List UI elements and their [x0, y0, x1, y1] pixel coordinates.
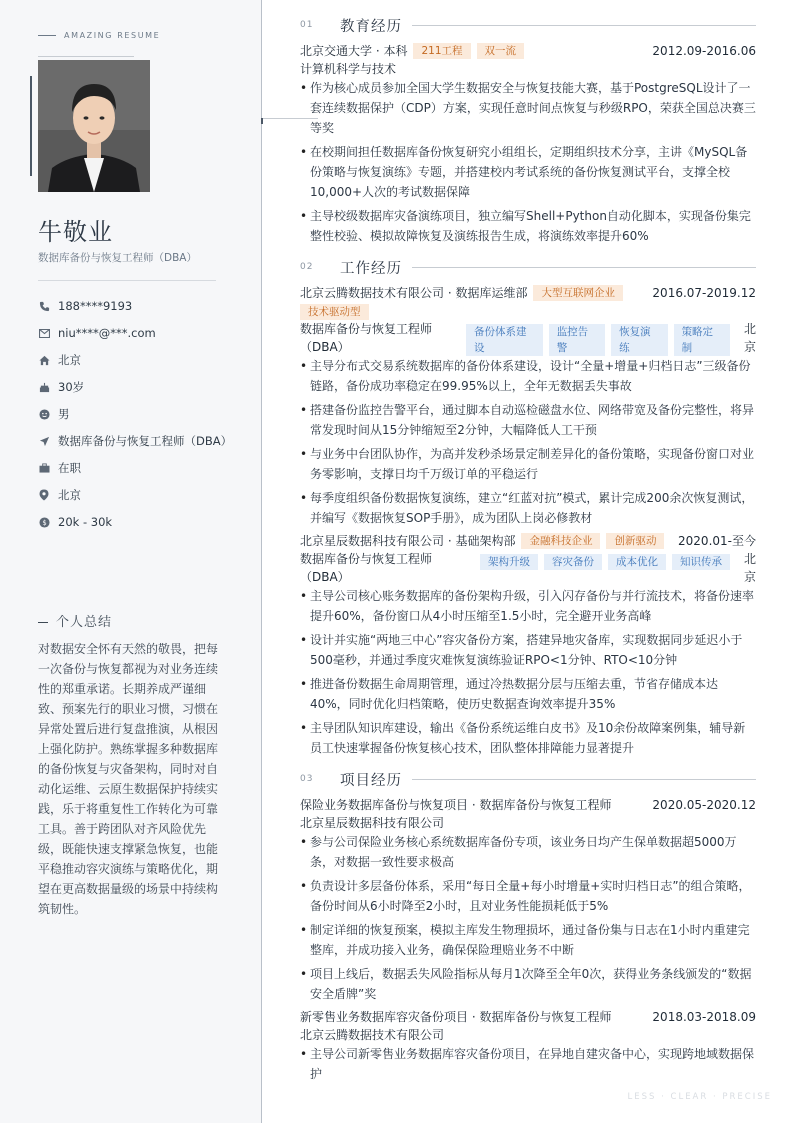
section-title: 项目经历 [340, 772, 402, 789]
info-city [38, 351, 238, 370]
salary-text: 20k - 30k [58, 515, 113, 529]
section-heading-education [300, 12, 756, 38]
work-entry [300, 532, 756, 758]
project-name: 新零售业务数据库容灾备份项目 · 数据库备份与恢复工程师 [300, 1010, 612, 1024]
section-number: 01 [300, 20, 314, 30]
company-tag: 大型互联网企业 [533, 285, 623, 301]
send-icon [38, 435, 50, 447]
bullet-item: • 搭建备份监控告警平台，通过脚本自动巡检磁盘水位、网络带宽及备份完整性，将异常发现时间从15分钟缩短至2分钟，大幅降低人工干预 [300, 400, 756, 440]
target-role-text: 数据库备份与恢复工程师（DBA） [58, 434, 233, 448]
bullet-item: • 主导分布式交易系统数据库的备份体系建设，设计“全量+增量+归档日志”三级备份链路，备份成功率稳定在99.95%以上，全年无数据丢失事故 [300, 356, 756, 396]
phone-icon [38, 300, 50, 312]
company-name: 北京云腾数据技术有限公司 · 数据库运维部 [300, 286, 528, 300]
skill-tag: 知识传承 [672, 554, 730, 570]
city-text: 北京 [58, 353, 81, 367]
skill-tag: 监控告警 [549, 324, 605, 356]
skill-tag: 架构升级 [480, 554, 538, 570]
skill-tag: 策略定制 [674, 324, 730, 356]
photo-accent-bar [30, 76, 32, 176]
project-entry [300, 796, 756, 1004]
project-company: 北京云腾数据技术有限公司 [300, 1028, 445, 1042]
company-tag: 金融科技企业 [521, 533, 600, 549]
work-date: 2020.01-至今 [678, 534, 756, 548]
project-entry [300, 1008, 756, 1084]
section-title: 工作经历 [340, 260, 402, 277]
bullet-item: • 主导公司新零售业务数据库容灾备份项目，在异地自建灾备中心，实现跨地域数据保护 [300, 1044, 756, 1084]
info-phone [38, 297, 238, 316]
status-text: 在职 [58, 461, 81, 475]
info-location [38, 486, 238, 505]
school-tag: 双一流 [477, 43, 525, 59]
bullet-item: • 主导校级数据库灾备演练项目，独立编写Shell+Python自动化脚本，实现备份集完整性校验、模拟故障恢复及演练报告生成，将演练效率提升60% [300, 206, 756, 246]
summary-text: 对数据安全怀有天然的敬畏，把每一次备份与恢复都视为对业务连续性的郑重承诺。长期养成严谨细致、预案先行的职业习惯，习惯在异常处置后进行复盘推演，从根因上强化防护。熟练掌握多种数据库的备份恢复与灾备架构，同时对自动化运维、云原生数据保护持续实践，乐于将重复性工作转化为可靠工具。善于跨团队对齐风险优先级，既能快速支撑紧急恢复，也能平稳推动容灾演练与策略优化，期望在更高数据量级的场景中持续构筑韧性。 [38, 642, 219, 916]
company-tag: 技术驱动型 [300, 304, 369, 320]
contact-info-list [38, 297, 238, 540]
work-entry [300, 284, 756, 528]
info-age [38, 378, 238, 397]
bullet-item: • 负责设计多层备份体系，采用“每日全量+每小时增量+实时归档日志”的组合策略，备份时间从6小时降至2小时，且对业务性能损耗低于5% [300, 876, 756, 916]
project-date: 2018.03-2018.09 [652, 1010, 756, 1024]
info-status [38, 459, 238, 478]
role-title: 数据库备份与恢复工程师（DBA） [300, 322, 433, 354]
home-icon [38, 354, 50, 366]
skill-tag: 恢复演练 [611, 324, 667, 356]
gender-icon [38, 408, 50, 420]
project-bullets [300, 1044, 756, 1084]
info-target-role [38, 432, 238, 451]
work-location: 北京 [743, 322, 756, 354]
divider [38, 56, 134, 57]
company-tag: 创新驱动 [606, 533, 664, 549]
project-date: 2020.05-2020.12 [652, 798, 756, 812]
section-rule [412, 25, 756, 26]
candidate-name: 牛敬业 [38, 218, 113, 246]
skill-tag: 成本优化 [608, 554, 666, 570]
mail-icon [38, 327, 50, 339]
education-date: 2012.09-2016.06 [652, 44, 756, 58]
bullet-item: • 在校期间担任数据库备份恢复研究小组组长，定期组织技术分享，主讲《MySQL备份策略与恢复演练》专题，并搭建校内考试系统的备份恢复测试平台，支撑全校10,000+人次的考试数据保障 [300, 142, 756, 202]
bullet-item: • 主导公司核心账务数据库的备份架构升级，引入闪存备份与并行流技术，将备份速率提升60%，备份窗口从4小时压缩至1.5小时，完全避开业务高峰 [300, 586, 756, 626]
bullet-item: • 每季度组织备份数据恢复演练，建立“红蓝对抗”模式，累计完成200余次恢复测试，并编写《数据恢复SOP手册》，成为团队上岗必修教材 [300, 488, 756, 528]
bullet-item: • 主导团队知识库建设，输出《备份系统运维白皮书》及10余份故障案例集，辅导新员工快速掌握备份恢复核心技术，团队整体排障能力显著提升 [300, 718, 756, 758]
section-number: 02 [300, 262, 314, 272]
sidebar [0, 0, 262, 1123]
bullet-item: • 设计并实施“两地三中心”容灾备份方案，搭建异地灾备库，实现数据同步延迟小于500毫秒，并通过季度灾难恢复演练验证RPO<1分钟、RTO<10分钟 [300, 630, 756, 670]
location-text: 北京 [58, 488, 81, 502]
bullet-item: • 项目上线后，数据丢失风险指标从每月1次降至全年0次，获得业务条线颁发的“数据安全盾牌”奖 [300, 964, 756, 1004]
footer-watermark: LESS · CLEAR · PRECISE [627, 1092, 772, 1102]
section-heading-work [300, 254, 756, 280]
salary-icon [38, 516, 50, 528]
education-entry [300, 42, 756, 246]
school-tag: 211工程 [413, 43, 470, 59]
bullet-item: • 与业务中台团队协作，为高并发秒杀场景定制差异化的备份策略，实现备份窗口对业务零影响，支撑日均千万级订单的平稳运行 [300, 444, 756, 484]
section-heading-projects [300, 766, 756, 792]
profile-photo [38, 60, 150, 192]
skill-tag: 备份体系建设 [466, 324, 543, 356]
email-text: niu****@***.com [58, 326, 156, 340]
project-bullets [300, 832, 756, 1004]
svg-text:$: $ [41, 518, 47, 527]
brand-label: AMAZING RESUME [38, 31, 160, 40]
age-text: 30岁 [58, 380, 85, 394]
phone-text: 188****9193 [58, 299, 133, 313]
info-email [38, 324, 238, 343]
major: 计算机科学与技术 [300, 62, 397, 76]
bullet-item: • 参与公司保险业务核心系统数据库备份专项，该业务日均产生保单数据超5000万条，对数据一致性要求极高 [300, 832, 756, 872]
section-title: 教育经历 [340, 18, 402, 35]
work-bullets [300, 356, 756, 528]
info-salary [38, 513, 238, 532]
section-number: 03 [300, 774, 314, 784]
summary-heading: 个人总结 [38, 611, 112, 630]
divider [38, 280, 216, 281]
education-bullets [300, 78, 756, 246]
section-rule [412, 779, 756, 780]
skill-tag: 容灾备份 [544, 554, 602, 570]
role-title: 数据库备份与恢复工程师（DBA） [300, 552, 433, 584]
company-name: 北京星辰数据科技有限公司 · 基础架构部 [300, 534, 516, 548]
bullet-item: • 推进备份数据生命周期管理，通过冷热数据分层与压缩去重，节省存储成本达40%，同时优化归档策略，使历史数据查询效率提升35% [300, 674, 756, 714]
work-location: 北京 [743, 552, 756, 584]
cake-icon [38, 381, 50, 393]
bullet-item: • 作为核心成员参加全国大学生数据安全与恢复技能大赛，基于PostgreSQL设计了一套连续数据保护（CDP）方案，实现任意时间点恢复与秒级RPO，荣获全国总决赛三等奖 [300, 78, 756, 138]
work-bullets [300, 586, 756, 758]
school-name: 北京交通大学 · 本科 [300, 44, 408, 58]
project-name: 保险业务数据库备份与恢复项目 · 数据库备份与恢复工程师 [300, 798, 612, 812]
briefcase-icon [38, 462, 50, 474]
bullet-item: • 制定详细的恢复预案，模拟主库发生物理损坏，通过备份集与日志在1小时内重建完整库，并成功接入业务，确保保险理赔业务不中断 [300, 920, 756, 960]
job-title: 数据库备份与恢复工程师（DBA） [38, 252, 197, 264]
info-gender [38, 405, 238, 424]
work-date: 2016.07-2019.12 [652, 286, 756, 300]
location-pin-icon [38, 489, 50, 501]
main-content [300, 8, 756, 1088]
gender-text: 男 [58, 407, 70, 421]
project-company: 北京星辰数据科技有限公司 [300, 816, 445, 830]
section-rule [412, 267, 756, 268]
